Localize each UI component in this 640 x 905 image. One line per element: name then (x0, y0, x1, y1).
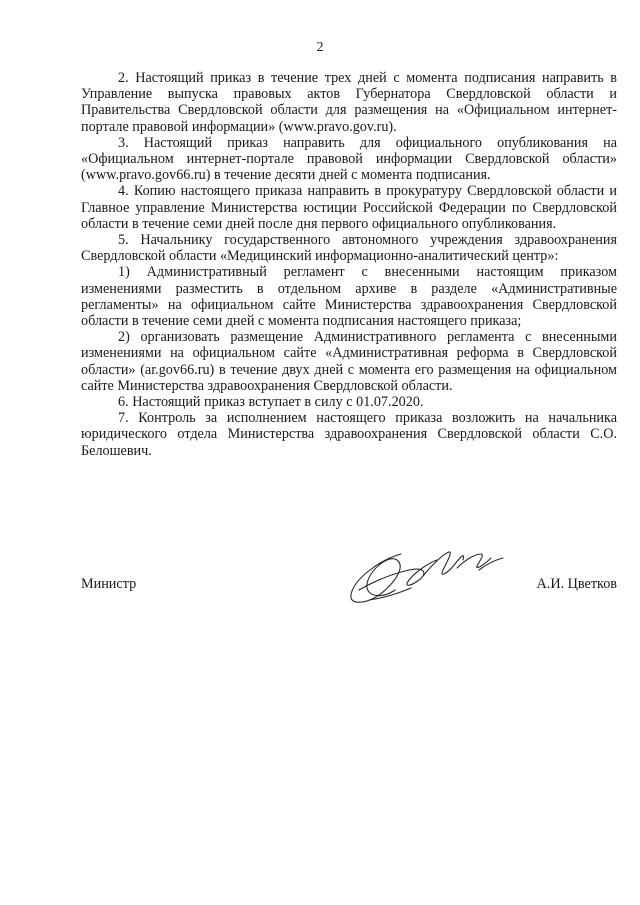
paragraph-5-2: 2) организовать размещение Административного регламента с внесенными изменениями на официальном сайте «Административная реформа в Свердловской области» (ar.gov66.ru) в течение двух дней с момента его размещения на официальном сайте Министерства здравоохранения Свердловской области. (81, 329, 617, 394)
paragraph-5: 5. Начальнику государственного автономного учреждения здравоохранения Свердловской области «Медицинский информационно-аналитический центр»: (81, 232, 617, 265)
signature-block (81, 548, 617, 608)
paragraph-3: 3. Настоящий приказ направить для официального опубликования на «Официальном интернет-портале правовой информации Свердловской области» (www.pravo.gov66.ru) в течение десяти дней с момента подписания. (81, 134, 617, 184)
handwritten-signature (339, 540, 509, 610)
page-number: 2 (316, 40, 324, 55)
paragraph-5-1: 1) Административный регламент с внесенными настоящим приказом изменениями разместить в отдельном архиве в разделе «Административные регламенты» на официальном сайте Министерства здравоохранения Свердловской области в течение семи дней с момента подписания настоящего приказа; (81, 264, 617, 330)
paragraph-4: 4. Копию настоящего приказа направить в прокуратуру Свердловской области и Главное управление Министерства юстиции Российской Федерации по Свердловской области в течение семи дней после дня первого официального опубликования. (81, 183, 617, 232)
paragraph-2: 2. Настоящий приказ в течение трех дней с момента подписания направить в Управление выпуска правовых актов Губернатора Свердловской области и Правительства Свердловской области для размещения на «Официальном интернет-портале правовой информации» (www.pravo.gov.ru). (81, 70, 617, 135)
paragraph-6: 6. Настоящий приказ вступает в силу с 01.07.2020. (118, 394, 424, 411)
paragraph-7: 7. Контроль за исполнением настоящего приказа возложить на начальника юридического отдела Министерства здравоохранения Свердловской области С.О. Белошевич. (81, 410, 617, 459)
document-body (81, 70, 617, 459)
signatory-title: Министр (81, 576, 137, 592)
signatory-name: А.И. Цветков (536, 576, 617, 592)
